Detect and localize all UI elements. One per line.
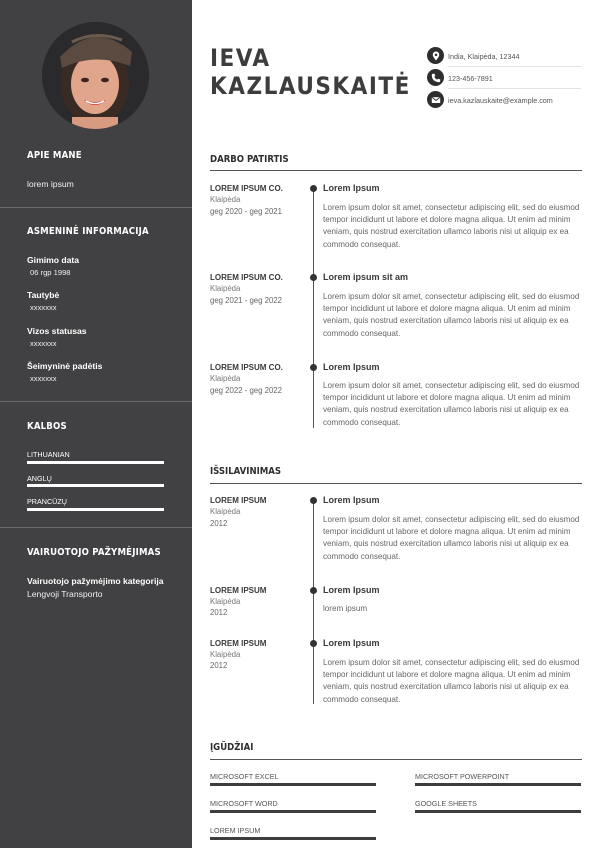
divider (448, 88, 581, 89)
timeline-dot (310, 364, 317, 371)
phone-text: 123-456-7891 (448, 74, 493, 83)
phone-icon (427, 69, 444, 86)
about-text: lorem ipsum (27, 179, 74, 189)
timeline-dot (310, 587, 317, 594)
education-description: lorem ipsum (323, 604, 368, 613)
education-title: Lorem Ipsum (323, 638, 380, 648)
divider (0, 527, 192, 528)
skill-level-bar (210, 837, 376, 840)
sidebar (0, 0, 192, 848)
language-level-bar (27, 484, 164, 487)
experience-city: Klaipėda (210, 374, 241, 383)
language-level-bar (27, 508, 164, 511)
experience-dates: geg 2021 - geg 2022 (210, 296, 282, 305)
license-label: Vairuotojo pažymėjimo kategorija (27, 576, 164, 586)
education-year: 2012 (210, 519, 228, 528)
language-name: ANGLŲ (27, 474, 52, 483)
nationality-label: Tautybė (27, 290, 60, 300)
experience-city: Klaipėda (210, 284, 241, 293)
profile-photo (42, 22, 149, 129)
marital-status-value: xxxxxxx (30, 374, 57, 383)
experience-description: Lorem ipsum dolor sit amet, consectetur adipiscing elit, sed do eiusmod tempor incididunt ut labore et dolore magna aliqua. Ut enim ad minim veniam, quis nostrud exercitation ullamco laboris nisi ut aliquip ex ea commodo consequat. (323, 381, 580, 427)
education-city: Klaipėda (210, 650, 241, 659)
section-rule (210, 170, 582, 171)
first-name: IEVA (210, 44, 271, 72)
mail-icon (427, 91, 444, 108)
education-heading: IŠSILAVINIMAS (210, 466, 282, 477)
marital-status-label: Šeimyninė padėtis (27, 361, 103, 371)
language-name: PRANCŪZŲ (27, 497, 67, 506)
timeline-dot (310, 497, 317, 504)
skill-name: MICROSOFT POWERPOINT (415, 772, 510, 781)
skill-name: LOREM IPSUM (210, 826, 261, 835)
experience-title: Lorem ipsum sit am (323, 272, 409, 282)
visa-status-value: xxxxxxx (30, 339, 57, 348)
education-title: Lorem Ipsum (323, 585, 380, 595)
skill-name: GOOGLE SHEETS (415, 799, 477, 808)
nationality-value: xxxxxxx (30, 303, 57, 312)
education-timeline (313, 500, 314, 704)
education-title: Lorem Ipsum (323, 495, 380, 505)
experience-heading: DARBO PATIRTIS (210, 154, 289, 165)
experience-org: LOREM IPSUM CO. (210, 273, 283, 282)
experience-city: Klaipėda (210, 195, 241, 204)
education-org: LOREM IPSUM (210, 496, 267, 505)
skill-level-bar (415, 810, 581, 813)
skill-name: MICROSOFT WORD (210, 799, 278, 808)
education-city: Klaipėda (210, 597, 241, 606)
divider (0, 207, 192, 208)
experience-title: Lorem Ipsum (323, 183, 380, 193)
language-name: LITHUANIAN (27, 450, 70, 459)
birth-date-label: Gimimo data (27, 255, 80, 265)
education-city: Klaipėda (210, 507, 241, 516)
timeline-dot (310, 185, 317, 192)
skill-level-bar (210, 810, 376, 813)
experience-timeline (313, 187, 314, 428)
last-name: KAZLAUSKAITĖ (210, 72, 411, 100)
location-pin-icon (427, 47, 444, 64)
education-org: LOREM IPSUM (210, 639, 267, 648)
personal-info-heading: ASMENINĖ INFORMACIJA (27, 226, 149, 237)
section-rule (210, 759, 582, 760)
education-description: Lorem ipsum dolor sit amet, consectetur adipiscing elit, sed do eiusmod tempor incididunt ut labore et dolore magna aliqua. Ut enim ad minim veniam, quis nostrud exercitation ullamco laboris nisi ut aliquip ex ea commodo consequat. (323, 515, 580, 561)
license-value: Lengvoji Transporto (27, 589, 103, 599)
birth-date-value: 06 rgp 1998 (30, 268, 71, 277)
experience-org: LOREM IPSUM CO. (210, 184, 283, 193)
divider (0, 401, 192, 402)
experience-description: Lorem ipsum dolor sit amet, consectetur adipiscing elit, sed do eiusmod tempor incididunt ut labore et dolore magna aliqua. Ut enim ad minim veniam, quis nostrud exercitation ullamco laboris nisi ut aliquip ex ea commodo consequat. (323, 292, 580, 338)
skill-name: MICROSOFT EXCEL (210, 772, 279, 781)
skill-level-bar (210, 783, 376, 786)
language-level-bar (27, 461, 164, 464)
education-year: 2012 (210, 661, 228, 670)
languages-heading: KALBOS (27, 421, 67, 432)
email-text[interactable]: ieva.kazlauskaite@example.com (448, 96, 553, 105)
license-heading: VAIRUOTOJO PAŽYMĖJIMAS (27, 547, 161, 558)
skills-heading: ĮGŪDŽIAI (210, 742, 254, 753)
avatar (42, 22, 149, 129)
education-year: 2012 (210, 608, 228, 617)
address-text: India, Klaipėda, 12344 (448, 52, 520, 61)
skill-level-bar (415, 783, 581, 786)
experience-description: Lorem ipsum dolor sit amet, consectetur adipiscing elit, sed do eiusmod tempor incididunt ut labore et dolore magna aliqua. Ut enim ad minim veniam, quis nostrud exercitation ullamco laboris nisi ut aliquip ex ea commodo consequat. (323, 203, 580, 249)
timeline-dot (310, 274, 317, 281)
experience-dates: geg 2022 - geg 2022 (210, 386, 282, 395)
divider (448, 66, 581, 67)
education-description: Lorem ipsum dolor sit amet, consectetur adipiscing elit, sed do eiusmod tempor incididunt ut labore et dolore magna aliqua. Ut enim ad minim veniam, quis nostrud exercitation ullamco laboris nisi ut aliquip ex ea commodo consequat. (323, 658, 580, 704)
experience-org: LOREM IPSUM CO. (210, 363, 283, 372)
experience-dates: geg 2020 - geg 2021 (210, 207, 282, 216)
timeline-dot (310, 640, 317, 647)
visa-status-label: Vizos statusas (27, 326, 87, 336)
education-org: LOREM IPSUM (210, 586, 267, 595)
experience-title: Lorem Ipsum (323, 362, 380, 372)
about-heading: APIE MANE (27, 150, 82, 161)
section-rule (210, 483, 582, 484)
